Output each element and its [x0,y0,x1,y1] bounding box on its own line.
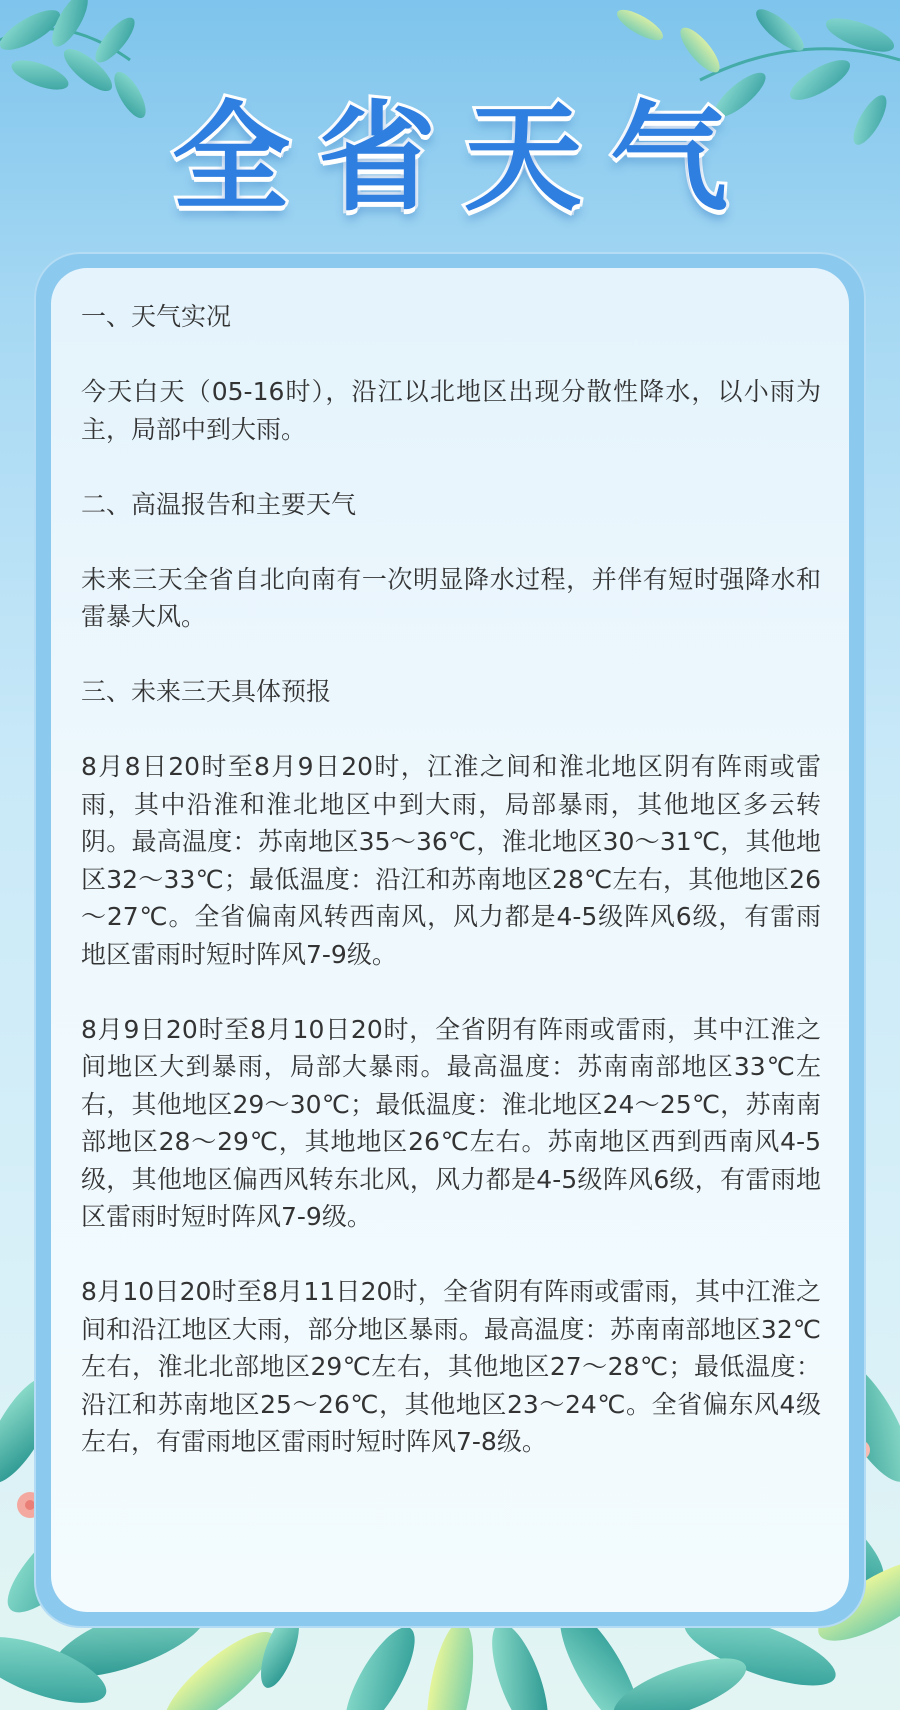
section-body-observed: 今天白天（05-16时），沿江以北地区出现分散性降水，以小雨为主，局部中到大雨。 [81,377,821,444]
forecast-paragraph-day1: 8月8日20时至8月9日20时，江淮之间和淮北地区阴有阵雨或雷雨，其中沿淮和淮北地区中到大雨，局部暴雨，其他地区多云转阴。最高温度：苏南地区35～36℃，淮北地区30～31℃，其他地区32～33℃；最低温度：沿江和苏南地区28℃左右，其他地区26～27℃。全省偏南风转西南风，风力都是4-5级阵风6级，有雷雨地区雷雨时短时阵风7-9级。 [81,752,821,969]
content-text [81,298,821,1461]
section-heading-observed: 一、天气实况 [81,302,232,331]
section-heading-main-weather: 二、高温报告和主要天气 [81,489,357,519]
section-body-main-weather: 未来三天全省自北向南有一次明显降水过程，并伴有短时强降水和雷暴大风。 [81,564,821,631]
forecast-paragraph-day2: 8月9日20时至8月10日20时，全省阴有阵雨或雷雨，其中江淮之间地区大到暴雨，局部大暴雨。最高温度：苏南南部地区33℃左右，其他地区29～30℃；最低温度：淮北地区24～25℃，苏南南部地区28～29℃，其地地区26℃左右。苏南地区西到西南风4-5级，其他地区偏西风转东北风，风力都是4-5级阵风6级，有雷雨地区雷雨时短时阵风7-9级。 [81,1014,821,1231]
section-heading-forecast: 三、未来三天具体预报 [81,677,332,706]
page-title: 全省天气 [171,89,756,227]
content-panel [51,268,849,1612]
forecast-paragraph-day3: 8月10日20时至8月11日20时，全省阴有阵雨或雷雨，其中江淮之间和沿江地区大雨，部分地区暴雨。最高温度：苏南南部地区32℃左右，淮北北部地区29℃左右，其他地区27～28℃；最低温度：沿江和苏南地区25～26℃，其他地区23～24℃。全省偏东风4级左右，有雷雨地区雷雨时短时阵风7-8级。 [81,1277,821,1456]
